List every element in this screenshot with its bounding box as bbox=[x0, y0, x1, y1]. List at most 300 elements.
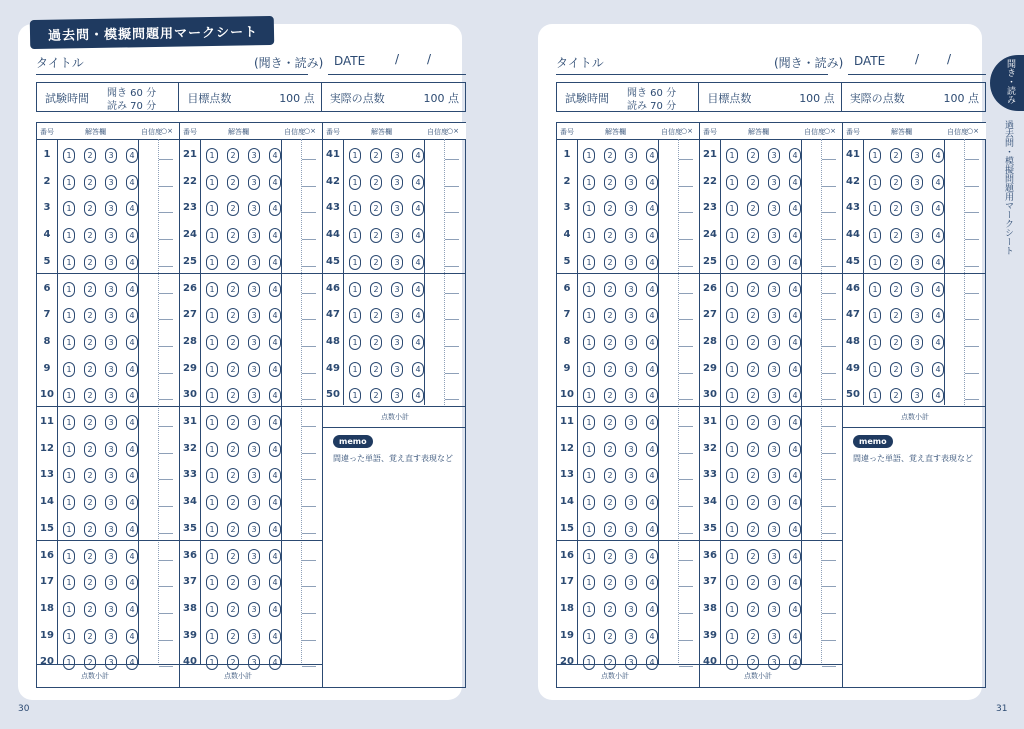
choice-bubble[interactable]: 3 bbox=[768, 201, 780, 216]
choice-bubble[interactable]: 1 bbox=[349, 335, 361, 350]
choice-bubble[interactable]: 1 bbox=[206, 148, 218, 163]
choice-bubble[interactable]: 4 bbox=[789, 549, 801, 564]
choice-bubble[interactable]: 1 bbox=[869, 335, 881, 350]
confidence-mark[interactable] bbox=[679, 373, 693, 374]
confidence-mark[interactable] bbox=[679, 266, 693, 267]
confidence-mark[interactable] bbox=[445, 373, 459, 374]
choice-bubble[interactable]: 3 bbox=[248, 255, 260, 270]
choice-bubble[interactable]: 1 bbox=[63, 362, 75, 377]
choice-bubble[interactable]: 2 bbox=[370, 228, 382, 243]
choice-bubble[interactable]: 2 bbox=[747, 308, 759, 323]
choice-bubble[interactable]: 2 bbox=[370, 335, 382, 350]
choice-bubble[interactable]: 3 bbox=[768, 655, 780, 670]
choice-bubble[interactable]: 2 bbox=[227, 522, 239, 537]
confidence-mark[interactable] bbox=[965, 319, 979, 320]
confidence-mark[interactable] bbox=[159, 479, 173, 480]
confidence-mark[interactable] bbox=[159, 426, 173, 427]
choice-bubble[interactable]: 1 bbox=[583, 201, 595, 216]
choice-bubble[interactable]: 4 bbox=[789, 282, 801, 297]
confidence-mark[interactable] bbox=[965, 159, 979, 160]
choice-bubble[interactable]: 3 bbox=[248, 575, 260, 590]
confidence-mark[interactable] bbox=[302, 266, 316, 267]
choice-bubble[interactable]: 2 bbox=[84, 175, 96, 190]
subtotal-cell[interactable] bbox=[323, 406, 466, 428]
choice-bubble[interactable]: 3 bbox=[391, 308, 403, 323]
choice-bubble[interactable]: 1 bbox=[726, 442, 738, 457]
choice-bubble[interactable]: 1 bbox=[726, 468, 738, 483]
choice-bubble[interactable]: 3 bbox=[768, 148, 780, 163]
confidence-mark[interactable] bbox=[822, 399, 836, 400]
choice-bubble[interactable]: 4 bbox=[269, 415, 281, 430]
choice-bubble[interactable]: 4 bbox=[126, 415, 138, 430]
confidence-mark[interactable] bbox=[679, 640, 693, 641]
choice-bubble[interactable]: 1 bbox=[206, 175, 218, 190]
choice-bubble[interactable]: 4 bbox=[646, 175, 658, 190]
confidence-mark[interactable] bbox=[159, 293, 173, 294]
choice-bubble[interactable]: 3 bbox=[768, 575, 780, 590]
confidence-mark[interactable] bbox=[965, 186, 979, 187]
confidence-mark[interactable] bbox=[822, 293, 836, 294]
choice-bubble[interactable]: 3 bbox=[625, 201, 637, 216]
choice-bubble[interactable]: 3 bbox=[911, 308, 923, 323]
choice-bubble[interactable]: 1 bbox=[63, 602, 75, 617]
confidence-mark[interactable] bbox=[302, 346, 316, 347]
choice-bubble[interactable]: 1 bbox=[206, 415, 218, 430]
choice-bubble[interactable]: 4 bbox=[646, 388, 658, 403]
choice-bubble[interactable]: 3 bbox=[768, 629, 780, 644]
choice-bubble[interactable]: 2 bbox=[84, 495, 96, 510]
choice-bubble[interactable]: 3 bbox=[911, 201, 923, 216]
subtotal-cell[interactable] bbox=[37, 664, 180, 687]
date-input[interactable] bbox=[848, 74, 986, 75]
choice-bubble[interactable]: 1 bbox=[206, 602, 218, 617]
choice-bubble[interactable]: 4 bbox=[126, 282, 138, 297]
choice-bubble[interactable]: 3 bbox=[105, 362, 117, 377]
choice-bubble[interactable]: 3 bbox=[105, 415, 117, 430]
choice-bubble[interactable]: 1 bbox=[63, 335, 75, 350]
choice-bubble[interactable]: 3 bbox=[768, 335, 780, 350]
choice-bubble[interactable]: 2 bbox=[747, 655, 759, 670]
confidence-mark[interactable] bbox=[445, 346, 459, 347]
confidence-mark[interactable] bbox=[679, 186, 693, 187]
choice-bubble[interactable]: 4 bbox=[646, 575, 658, 590]
choice-bubble[interactable]: 2 bbox=[604, 495, 616, 510]
confidence-mark[interactable] bbox=[302, 533, 316, 534]
choice-bubble[interactable]: 1 bbox=[206, 362, 218, 377]
choice-bubble[interactable]: 2 bbox=[604, 282, 616, 297]
confidence-mark[interactable] bbox=[822, 533, 836, 534]
choice-bubble[interactable]: 2 bbox=[747, 335, 759, 350]
choice-bubble[interactable]: 3 bbox=[391, 335, 403, 350]
subtotal-cell[interactable] bbox=[557, 664, 700, 687]
choice-bubble[interactable]: 4 bbox=[646, 282, 658, 297]
choice-bubble[interactable]: 2 bbox=[604, 522, 616, 537]
choice-bubble[interactable]: 3 bbox=[768, 362, 780, 377]
confidence-mark[interactable] bbox=[445, 319, 459, 320]
choice-bubble[interactable]: 4 bbox=[412, 201, 424, 216]
confidence-mark[interactable] bbox=[445, 159, 459, 160]
choice-bubble[interactable]: 3 bbox=[768, 522, 780, 537]
choice-bubble[interactable]: 1 bbox=[869, 175, 881, 190]
choice-bubble[interactable]: 4 bbox=[269, 388, 281, 403]
choice-bubble[interactable]: 2 bbox=[890, 255, 902, 270]
choice-bubble[interactable]: 3 bbox=[105, 388, 117, 403]
choice-bubble[interactable]: 1 bbox=[583, 362, 595, 377]
choice-bubble[interactable]: 2 bbox=[604, 442, 616, 457]
choice-bubble[interactable]: 3 bbox=[248, 629, 260, 644]
choice-bubble[interactable]: 4 bbox=[126, 255, 138, 270]
confidence-mark[interactable] bbox=[302, 159, 316, 160]
confidence-mark[interactable] bbox=[822, 266, 836, 267]
choice-bubble[interactable]: 4 bbox=[789, 415, 801, 430]
choice-bubble[interactable]: 4 bbox=[789, 522, 801, 537]
choice-bubble[interactable]: 2 bbox=[227, 362, 239, 377]
choice-bubble[interactable]: 1 bbox=[349, 148, 361, 163]
confidence-mark[interactable] bbox=[679, 453, 693, 454]
choice-bubble[interactable]: 2 bbox=[747, 629, 759, 644]
choice-bubble[interactable]: 2 bbox=[227, 201, 239, 216]
choice-bubble[interactable]: 1 bbox=[726, 549, 738, 564]
choice-bubble[interactable]: 1 bbox=[583, 522, 595, 537]
choice-bubble[interactable]: 2 bbox=[227, 148, 239, 163]
choice-bubble[interactable]: 4 bbox=[789, 362, 801, 377]
choice-bubble[interactable]: 2 bbox=[227, 388, 239, 403]
choice-bubble[interactable]: 2 bbox=[604, 201, 616, 216]
confidence-mark[interactable] bbox=[159, 613, 173, 614]
choice-bubble[interactable]: 2 bbox=[747, 549, 759, 564]
confidence-mark[interactable] bbox=[159, 186, 173, 187]
choice-bubble[interactable]: 3 bbox=[768, 442, 780, 457]
subtotal-cell[interactable] bbox=[843, 406, 986, 428]
choice-bubble[interactable]: 1 bbox=[63, 228, 75, 243]
confidence-mark[interactable] bbox=[445, 266, 459, 267]
choice-bubble[interactable]: 2 bbox=[227, 468, 239, 483]
confidence-mark[interactable] bbox=[965, 239, 979, 240]
choice-bubble[interactable]: 4 bbox=[789, 655, 801, 670]
choice-bubble[interactable]: 4 bbox=[269, 335, 281, 350]
confidence-mark[interactable] bbox=[302, 239, 316, 240]
choice-bubble[interactable]: 4 bbox=[646, 362, 658, 377]
choice-bubble[interactable]: 4 bbox=[646, 522, 658, 537]
choice-bubble[interactable]: 2 bbox=[604, 335, 616, 350]
choice-bubble[interactable]: 2 bbox=[604, 655, 616, 670]
choice-bubble[interactable]: 3 bbox=[625, 362, 637, 377]
confidence-mark[interactable] bbox=[679, 560, 693, 561]
choice-bubble[interactable]: 1 bbox=[726, 362, 738, 377]
choice-bubble[interactable]: 4 bbox=[932, 148, 944, 163]
confidence-mark[interactable] bbox=[302, 319, 316, 320]
confidence-mark[interactable] bbox=[159, 239, 173, 240]
choice-bubble[interactable]: 4 bbox=[789, 335, 801, 350]
confidence-mark[interactable] bbox=[302, 613, 316, 614]
choice-bubble[interactable]: 1 bbox=[583, 575, 595, 590]
choice-bubble[interactable]: 1 bbox=[583, 655, 595, 670]
choice-bubble[interactable]: 4 bbox=[126, 468, 138, 483]
choice-bubble[interactable]: 4 bbox=[269, 468, 281, 483]
choice-bubble[interactable]: 1 bbox=[583, 282, 595, 297]
choice-bubble[interactable]: 2 bbox=[604, 175, 616, 190]
choice-bubble[interactable]: 2 bbox=[604, 575, 616, 590]
choice-bubble[interactable]: 4 bbox=[789, 602, 801, 617]
choice-bubble[interactable]: 4 bbox=[126, 442, 138, 457]
confidence-mark[interactable] bbox=[679, 319, 693, 320]
confidence-mark[interactable] bbox=[159, 640, 173, 641]
choice-bubble[interactable]: 2 bbox=[747, 495, 759, 510]
choice-bubble[interactable]: 4 bbox=[932, 255, 944, 270]
confidence-mark[interactable] bbox=[822, 346, 836, 347]
choice-bubble[interactable]: 2 bbox=[604, 308, 616, 323]
choice-bubble[interactable]: 2 bbox=[370, 388, 382, 403]
choice-bubble[interactable]: 1 bbox=[583, 602, 595, 617]
choice-bubble[interactable]: 3 bbox=[391, 282, 403, 297]
choice-bubble[interactable]: 4 bbox=[646, 442, 658, 457]
choice-bubble[interactable]: 3 bbox=[625, 575, 637, 590]
choice-bubble[interactable]: 1 bbox=[63, 308, 75, 323]
confidence-mark[interactable] bbox=[679, 239, 693, 240]
choice-bubble[interactable]: 4 bbox=[412, 362, 424, 377]
choice-bubble[interactable]: 4 bbox=[269, 201, 281, 216]
choice-bubble[interactable]: 1 bbox=[349, 201, 361, 216]
choice-bubble[interactable]: 4 bbox=[126, 522, 138, 537]
choice-bubble[interactable]: 2 bbox=[84, 575, 96, 590]
choice-bubble[interactable]: 4 bbox=[269, 255, 281, 270]
confidence-mark[interactable] bbox=[822, 319, 836, 320]
choice-bubble[interactable]: 3 bbox=[248, 335, 260, 350]
choice-bubble[interactable]: 4 bbox=[126, 148, 138, 163]
choice-bubble[interactable]: 3 bbox=[625, 228, 637, 243]
choice-bubble[interactable]: 3 bbox=[105, 655, 117, 670]
choice-bubble[interactable]: 4 bbox=[269, 655, 281, 670]
choice-bubble[interactable]: 1 bbox=[869, 201, 881, 216]
choice-bubble[interactable]: 4 bbox=[932, 282, 944, 297]
choice-bubble[interactable]: 4 bbox=[126, 201, 138, 216]
choice-bubble[interactable]: 3 bbox=[911, 228, 923, 243]
choice-bubble[interactable]: 2 bbox=[84, 335, 96, 350]
confidence-mark[interactable] bbox=[965, 346, 979, 347]
confidence-mark[interactable] bbox=[159, 212, 173, 213]
choice-bubble[interactable]: 1 bbox=[206, 255, 218, 270]
choice-bubble[interactable]: 1 bbox=[583, 148, 595, 163]
choice-bubble[interactable]: 2 bbox=[227, 549, 239, 564]
choice-bubble[interactable]: 1 bbox=[726, 148, 738, 163]
choice-bubble[interactable]: 3 bbox=[105, 629, 117, 644]
choice-bubble[interactable]: 4 bbox=[126, 549, 138, 564]
choice-bubble[interactable]: 2 bbox=[84, 602, 96, 617]
choice-bubble[interactable]: 4 bbox=[412, 228, 424, 243]
choice-bubble[interactable]: 1 bbox=[206, 282, 218, 297]
confidence-mark[interactable] bbox=[159, 560, 173, 561]
choice-bubble[interactable]: 1 bbox=[726, 228, 738, 243]
choice-bubble[interactable]: 2 bbox=[227, 335, 239, 350]
choice-bubble[interactable]: 3 bbox=[768, 255, 780, 270]
choice-bubble[interactable]: 3 bbox=[768, 282, 780, 297]
confidence-mark[interactable] bbox=[822, 239, 836, 240]
choice-bubble[interactable]: 1 bbox=[583, 308, 595, 323]
confidence-mark[interactable] bbox=[445, 212, 459, 213]
confidence-mark[interactable] bbox=[159, 586, 173, 587]
choice-bubble[interactable]: 3 bbox=[105, 549, 117, 564]
choice-bubble[interactable]: 1 bbox=[726, 175, 738, 190]
choice-bubble[interactable]: 2 bbox=[604, 602, 616, 617]
confidence-mark[interactable] bbox=[159, 506, 173, 507]
choice-bubble[interactable]: 2 bbox=[370, 201, 382, 216]
title-input[interactable] bbox=[556, 74, 828, 75]
choice-bubble[interactable]: 3 bbox=[248, 282, 260, 297]
choice-bubble[interactable]: 4 bbox=[269, 308, 281, 323]
choice-bubble[interactable]: 3 bbox=[768, 602, 780, 617]
choice-bubble[interactable]: 3 bbox=[248, 655, 260, 670]
confidence-mark[interactable] bbox=[159, 346, 173, 347]
choice-bubble[interactable]: 1 bbox=[583, 415, 595, 430]
confidence-mark[interactable] bbox=[302, 506, 316, 507]
choice-bubble[interactable]: 4 bbox=[269, 522, 281, 537]
confidence-mark[interactable] bbox=[159, 533, 173, 534]
choice-bubble[interactable]: 3 bbox=[911, 175, 923, 190]
choice-bubble[interactable]: 3 bbox=[911, 148, 923, 163]
choice-bubble[interactable]: 1 bbox=[63, 575, 75, 590]
confidence-mark[interactable] bbox=[822, 560, 836, 561]
choice-bubble[interactable]: 2 bbox=[84, 282, 96, 297]
target-score-cell[interactable] bbox=[179, 83, 321, 111]
confidence-mark[interactable] bbox=[159, 373, 173, 374]
choice-bubble[interactable]: 2 bbox=[747, 228, 759, 243]
choice-bubble[interactable]: 2 bbox=[84, 228, 96, 243]
choice-bubble[interactable]: 1 bbox=[63, 495, 75, 510]
choice-bubble[interactable]: 3 bbox=[248, 201, 260, 216]
choice-bubble[interactable]: 3 bbox=[248, 148, 260, 163]
choice-bubble[interactable]: 4 bbox=[646, 655, 658, 670]
confidence-mark[interactable] bbox=[679, 506, 693, 507]
choice-bubble[interactable]: 4 bbox=[789, 308, 801, 323]
choice-bubble[interactable]: 3 bbox=[768, 388, 780, 403]
choice-bubble[interactable]: 1 bbox=[583, 549, 595, 564]
choice-bubble[interactable]: 2 bbox=[84, 388, 96, 403]
choice-bubble[interactable]: 2 bbox=[890, 282, 902, 297]
confidence-mark[interactable] bbox=[822, 373, 836, 374]
choice-bubble[interactable]: 1 bbox=[206, 308, 218, 323]
choice-bubble[interactable]: 2 bbox=[84, 148, 96, 163]
choice-bubble[interactable]: 2 bbox=[890, 148, 902, 163]
choice-bubble[interactable]: 3 bbox=[768, 308, 780, 323]
choice-bubble[interactable]: 2 bbox=[604, 228, 616, 243]
choice-bubble[interactable]: 1 bbox=[869, 228, 881, 243]
target-score-cell[interactable] bbox=[699, 83, 841, 111]
choice-bubble[interactable]: 3 bbox=[248, 468, 260, 483]
choice-bubble[interactable]: 2 bbox=[227, 415, 239, 430]
confidence-mark[interactable] bbox=[965, 293, 979, 294]
confidence-mark[interactable] bbox=[822, 613, 836, 614]
choice-bubble[interactable]: 3 bbox=[248, 602, 260, 617]
choice-bubble[interactable]: 1 bbox=[206, 655, 218, 670]
confidence-mark[interactable] bbox=[159, 266, 173, 267]
choice-bubble[interactable]: 1 bbox=[349, 228, 361, 243]
choice-bubble[interactable]: 3 bbox=[105, 495, 117, 510]
choice-bubble[interactable]: 4 bbox=[269, 549, 281, 564]
choice-bubble[interactable]: 1 bbox=[583, 255, 595, 270]
choice-bubble[interactable]: 3 bbox=[625, 549, 637, 564]
choice-bubble[interactable]: 1 bbox=[63, 415, 75, 430]
choice-bubble[interactable]: 4 bbox=[269, 602, 281, 617]
choice-bubble[interactable]: 1 bbox=[869, 255, 881, 270]
choice-bubble[interactable]: 1 bbox=[583, 175, 595, 190]
choice-bubble[interactable]: 2 bbox=[84, 255, 96, 270]
confidence-mark[interactable] bbox=[159, 453, 173, 454]
choice-bubble[interactable]: 2 bbox=[604, 629, 616, 644]
choice-bubble[interactable]: 1 bbox=[63, 282, 75, 297]
choice-bubble[interactable]: 1 bbox=[726, 308, 738, 323]
choice-bubble[interactable]: 4 bbox=[126, 308, 138, 323]
choice-bubble[interactable]: 3 bbox=[248, 549, 260, 564]
choice-bubble[interactable]: 4 bbox=[412, 308, 424, 323]
choice-bubble[interactable]: 2 bbox=[84, 549, 96, 564]
choice-bubble[interactable]: 2 bbox=[604, 549, 616, 564]
choice-bubble[interactable]: 4 bbox=[789, 442, 801, 457]
choice-bubble[interactable]: 3 bbox=[105, 602, 117, 617]
choice-bubble[interactable]: 3 bbox=[625, 388, 637, 403]
choice-bubble[interactable]: 1 bbox=[726, 522, 738, 537]
choice-bubble[interactable]: 2 bbox=[227, 442, 239, 457]
confidence-mark[interactable] bbox=[445, 239, 459, 240]
choice-bubble[interactable]: 3 bbox=[625, 148, 637, 163]
choice-bubble[interactable]: 2 bbox=[227, 308, 239, 323]
choice-bubble[interactable]: 3 bbox=[768, 175, 780, 190]
choice-bubble[interactable]: 1 bbox=[63, 655, 75, 670]
choice-bubble[interactable]: 1 bbox=[63, 175, 75, 190]
confidence-mark[interactable] bbox=[965, 399, 979, 400]
choice-bubble[interactable]: 3 bbox=[625, 255, 637, 270]
choice-bubble[interactable]: 4 bbox=[789, 468, 801, 483]
confidence-mark[interactable] bbox=[822, 479, 836, 480]
choice-bubble[interactable]: 4 bbox=[646, 549, 658, 564]
choice-bubble[interactable]: 1 bbox=[726, 629, 738, 644]
choice-bubble[interactable]: 4 bbox=[412, 148, 424, 163]
choice-bubble[interactable]: 2 bbox=[370, 255, 382, 270]
confidence-mark[interactable] bbox=[302, 373, 316, 374]
choice-bubble[interactable]: 4 bbox=[126, 629, 138, 644]
choice-bubble[interactable]: 1 bbox=[726, 495, 738, 510]
choice-bubble[interactable]: 3 bbox=[248, 415, 260, 430]
choice-bubble[interactable]: 1 bbox=[206, 629, 218, 644]
choice-bubble[interactable]: 1 bbox=[63, 148, 75, 163]
title-input[interactable] bbox=[36, 74, 308, 75]
choice-bubble[interactable]: 2 bbox=[747, 388, 759, 403]
confidence-mark[interactable] bbox=[822, 453, 836, 454]
choice-bubble[interactable]: 2 bbox=[370, 148, 382, 163]
choice-bubble[interactable]: 3 bbox=[625, 495, 637, 510]
choice-bubble[interactable]: 2 bbox=[370, 308, 382, 323]
choice-bubble[interactable]: 4 bbox=[932, 175, 944, 190]
choice-bubble[interactable]: 4 bbox=[269, 442, 281, 457]
choice-bubble[interactable]: 4 bbox=[789, 255, 801, 270]
confidence-mark[interactable] bbox=[679, 399, 693, 400]
choice-bubble[interactable]: 2 bbox=[604, 255, 616, 270]
choice-bubble[interactable]: 2 bbox=[747, 201, 759, 216]
choice-bubble[interactable]: 2 bbox=[604, 468, 616, 483]
choice-bubble[interactable]: 4 bbox=[932, 362, 944, 377]
choice-bubble[interactable]: 2 bbox=[747, 148, 759, 163]
confidence-mark[interactable] bbox=[159, 159, 173, 160]
choice-bubble[interactable]: 3 bbox=[768, 549, 780, 564]
choice-bubble[interactable]: 3 bbox=[768, 415, 780, 430]
choice-bubble[interactable]: 4 bbox=[269, 575, 281, 590]
choice-bubble[interactable]: 4 bbox=[646, 415, 658, 430]
choice-bubble[interactable]: 2 bbox=[747, 442, 759, 457]
choice-bubble[interactable]: 1 bbox=[726, 282, 738, 297]
confidence-mark[interactable] bbox=[302, 186, 316, 187]
choice-bubble[interactable]: 2 bbox=[84, 629, 96, 644]
choice-bubble[interactable]: 3 bbox=[391, 175, 403, 190]
confidence-mark[interactable] bbox=[445, 399, 459, 400]
